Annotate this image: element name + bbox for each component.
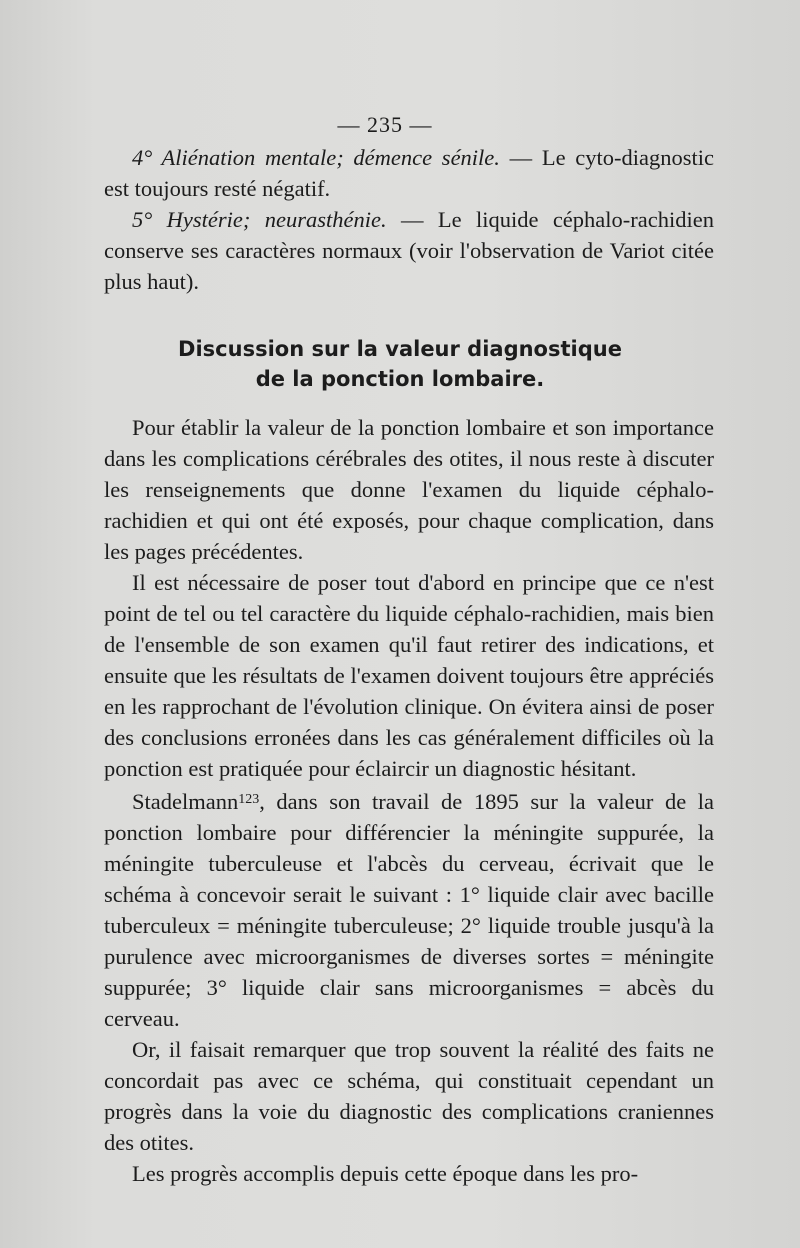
paragraph-1: Pour établir la valeur de la ponction lombaire et son importance dans les complications cérébrales des otites, il nous reste à discuter les renseignements que donne l'examen du liquide céphalo-rachidien et qui ont été exposés, pour chaque complication, dans les pages précédentes. — [104, 415, 714, 564]
list-section — [104, 142, 714, 297]
paragraph-3-text: , dans son travail de 1895 sur la valeur de la ponction lombaire pour différencier la méningite suppurée, la méningite tuberculeuse et l'abcès du cerveau, écrivait que le schéma à concevoir serait le suivant : 1° liquide clair avec bacille tuberculeux = méningite tuberculeuse; 2° liquide trouble jusqu'à la purulence avec microorganismes de diverses sortes = méningite suppurée; 3° liquide clair sans microorganismes = abcès du cerveau. — [104, 789, 714, 1031]
list-item-4-text: — Le cyto-diagnostic est toujours resté négatif. — [104, 145, 714, 201]
page-number: — 235 — — [337, 112, 433, 137]
author-name: Stadelmann — [132, 789, 239, 814]
list-item-5-text: — Le liquide céphalo-rachidien conserve ses caractères normaux (voir l'observation de Variot citée plus haut). — [104, 207, 714, 294]
paragraph-3 — [104, 784, 714, 1034]
paragraph-2: Il est nécessaire de poser tout d'abord en principe que ce n'est point de tel ou tel caractère du liquide céphalo-rachidien, mais bien de l'ensemble de son examen qu'il faut retirer des indications, et ensuite que les résultats de l'examen doivent toujours être appréciés en les rapprochant de l'évolution clinique. On évitera ainsi de poser des conclusions erronées dans les cas généralement difficiles où la ponction est pratiquée pour éclaircir un diagnostic hésitant. — [104, 570, 714, 781]
list-item-5 — [104, 204, 714, 297]
list-item-5-title: 5° Hystérie; neurasthénie. — [132, 207, 387, 232]
list-item-4-title: 4° Aliénation mentale; démence sénile. — [132, 145, 500, 170]
reference-number: 123 — [238, 792, 260, 807]
section-heading — [100, 334, 700, 394]
paragraph-4: Or, il faisait remarquer que trop souvent la réalité des faits ne concordait pas avec ce schéma, qui constituait cependant un progrès dans la voie du diagnostic des complications craniennes des otites. — [104, 1037, 714, 1155]
section-heading-line-2: de la ponction lombaire. — [255, 367, 545, 391]
list-item-4 — [104, 142, 714, 204]
section-heading-line-1: Discussion sur la valeur diagnostique — [178, 337, 622, 361]
body-text — [104, 412, 714, 1189]
paragraph-5: Les progrès accomplis depuis cette époque dans les pro- — [132, 1161, 639, 1186]
